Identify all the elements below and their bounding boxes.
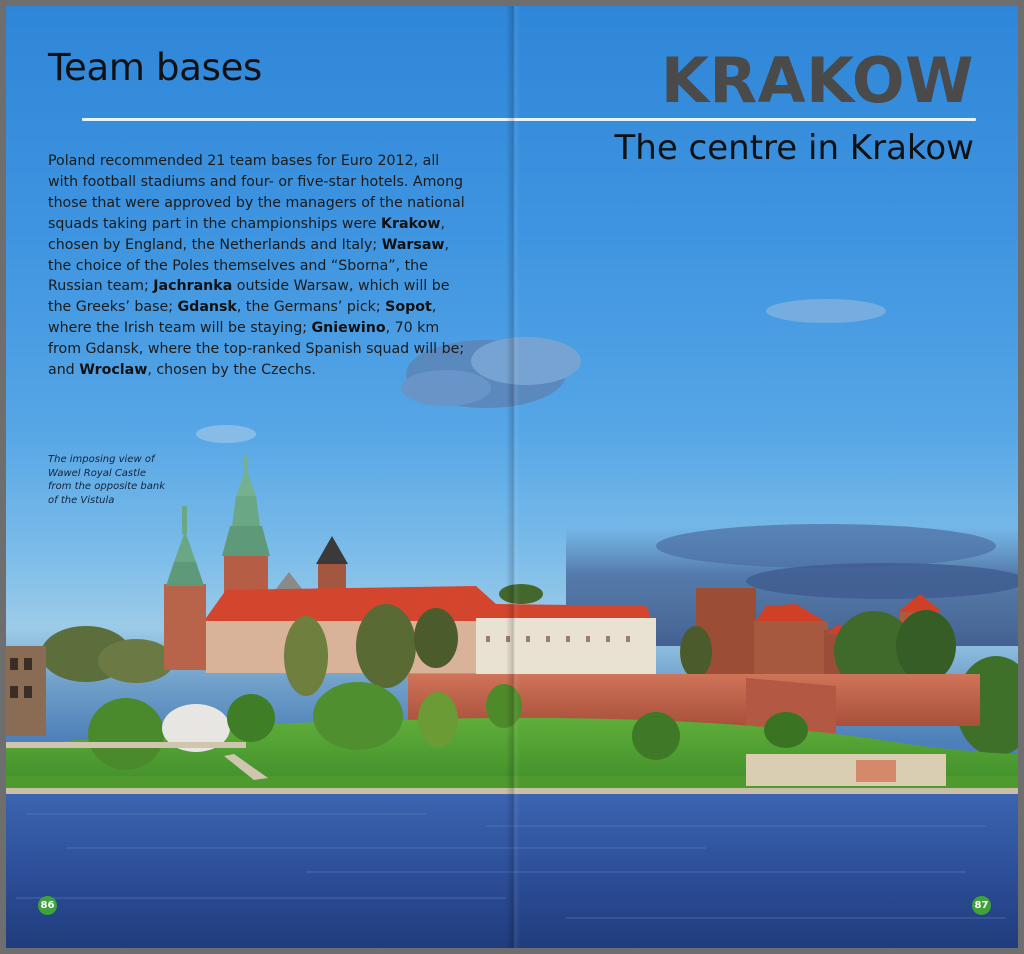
body-paragraph: [48, 151, 468, 381]
body-text-run: , 70 km from Gdansk, where the top-ranked Spanish squad will be; and: [48, 320, 465, 379]
magazine-spread: [6, 6, 1018, 948]
body-text-run: , the choice of the Poles themselves and “Sborna”, the Russian team;: [48, 236, 450, 295]
photo-caption: The imposing view of Wawel Royal Castle from the opposite bank of the Vistula: [48, 454, 166, 506]
page-number-right: 87: [972, 896, 991, 915]
left-page: [6, 6, 512, 948]
body-text-run: , chosen by England, the Netherlands and Italy;: [48, 215, 446, 253]
city-title: KRAKOW: [660, 44, 974, 117]
city-name: Gdansk: [177, 299, 237, 316]
right-page: [512, 6, 1018, 948]
body-text-run: , where the Irish team will be staying;: [48, 299, 437, 337]
city-name: Gniewino: [311, 320, 386, 337]
city-name: Krakow: [381, 215, 441, 232]
section-subheading: The centre in Krakow: [614, 128, 974, 168]
body-text-run: Poland recommended 21 team bases for Euro 2012, all with football stadiums and four- or five-star hotels. Among those that were approved by the managers of the national squads taking part in the championships were: [48, 153, 465, 232]
body-text-run: , the Germans’ pick;: [236, 299, 386, 316]
city-name: Warsaw: [381, 236, 445, 253]
page-number-left: 86: [38, 896, 57, 915]
city-name: Wroclaw: [79, 362, 148, 379]
city-name: Sopot: [385, 299, 432, 316]
city-name: Jachranka: [153, 278, 233, 295]
heading-rule: [82, 118, 976, 121]
body-text-run: , chosen by the Czechs.: [147, 362, 316, 379]
page-heading: Team bases: [48, 46, 263, 89]
body-text-run: outside Warsaw, which will be the Greeks’ base;: [48, 278, 450, 316]
